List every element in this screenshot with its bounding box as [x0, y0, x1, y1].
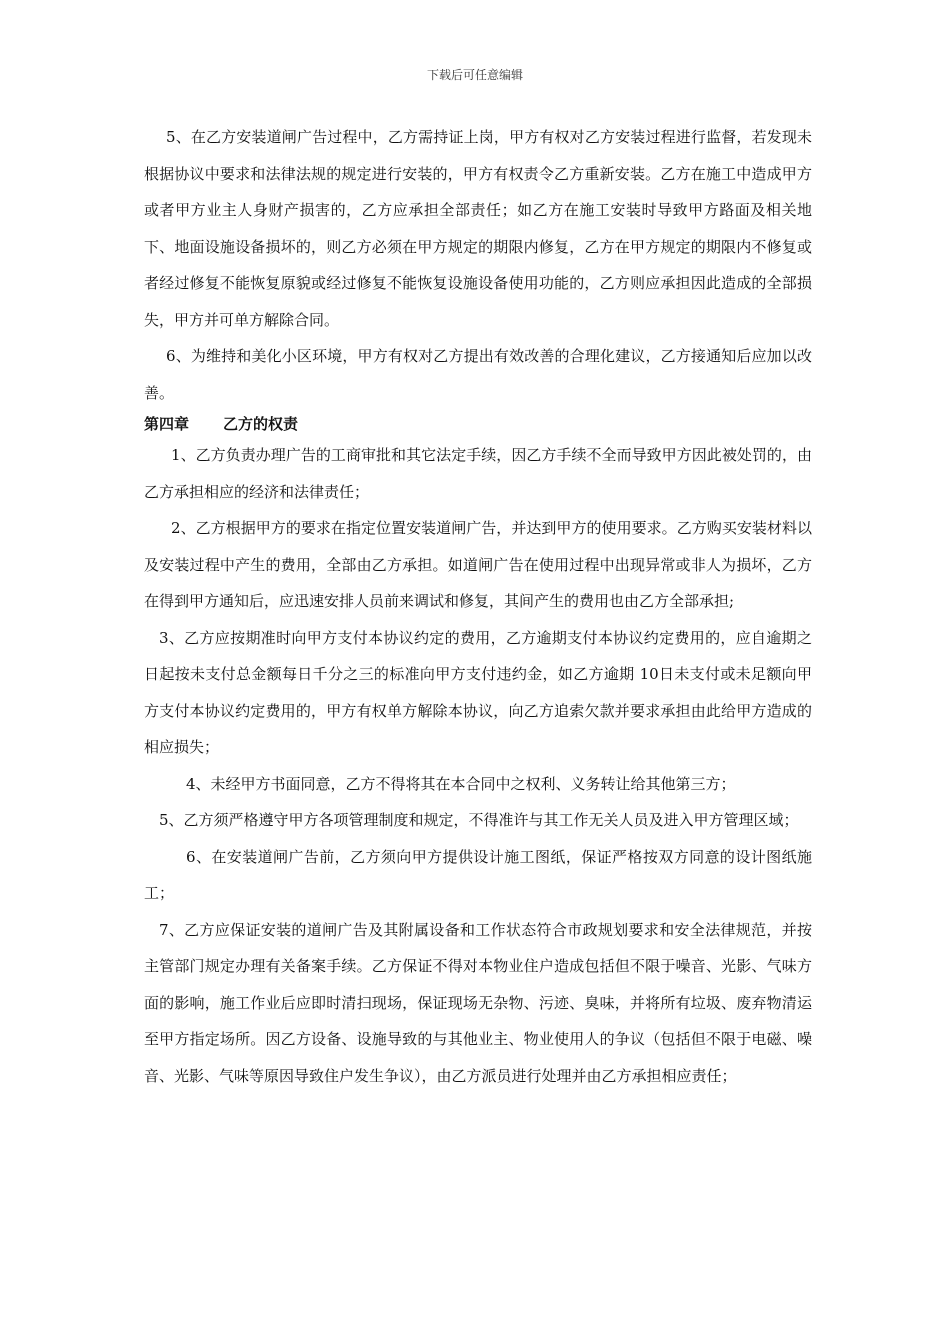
duty-item-2: 2、乙方根据甲方的要求在指定位置安装道闸广告，并达到甲方的使用要求。乙方购买安装材料以及安装过程中产生的费用，全部由乙方承担。如道闸广告在使用过程中出现异常或非人为损坏，乙方在得到甲方通知后，应迅速安排人员前来调试和修复，其间产生的费用也由乙方全部承担; [144, 519, 812, 610]
document-body [144, 119, 812, 1094]
chapter-title: 乙方的权责 [223, 415, 299, 433]
duty-item-3: 3、乙方应按期准时向甲方支付本协议约定的费用，乙方逾期支付本协议约定费用的，应自逾期之日起按未支付总金额每日千分之三的标准向甲方支付违约金，如乙方逾期 10日未支付或未足额向甲方支付本协议约定费用的，甲方有权单方解除本协议，向乙方追索欠款并要求承担由此给甲方造成的相应损失； [144, 628, 812, 756]
duty-item-4: 4、未经甲方书面同意，乙方不得将其在本合同中之权利、义务转让给其他第三方； [186, 774, 736, 793]
duty-item-6: 6、在安装道闸广告前，乙方须向甲方提供设计施工图纸，保证严格按双方同意的设计图纸施工； [144, 847, 812, 902]
clause-5: 5、在乙方安装道闸广告过程中，乙方需持证上岗，甲方有权对乙方安装过程进行监督，若发现未根据协议中要求和法律法规的规定进行安装的，甲方有权责令乙方重新安装。乙方在施工中造成甲方或者甲方业主人身财产损害的，乙方应承担全部责任；如乙方在施工安装时导致甲方路面及相关地下、地面设施设备损坏的，则乙方必须在甲方规定的期限内修复，乙方在甲方规定的期限内不修复或者经过修复不能恢复原貌或经过修复不能恢复设施设备使用功能的，乙方则应承担因此造成的全部损失，甲方并可单方解除合同。 [144, 128, 812, 329]
duty-item-7: 7、乙方应保证安装的道闸广告及其附属设备和工作状态符合市政规划要求和安全法律规范，并按主管部门规定办理有关备案手续。乙方保证不得对本物业住户造成包括但不限于噪音、光影、气味方面的影响，施工作业后应即时清扫现场，保证现场无杂物、污迹、臭味，并将所有垃圾、废弃物清运至甲方指定场所。因乙方设备、设施导致的与其他业主、物业使用人的争议（包括但不限于电磁、噪音、光影、气味等原因导致住户发生争议），由乙方派员进行处理并由乙方承担相应责任； [144, 920, 812, 1085]
duty-item-5: 5、乙方须严格遵守甲方各项管理制度和规定，不得准许与其工作无关人员及进入甲方管理区域； [159, 811, 799, 829]
clause-6: 6、为维持和美化小区环境，甲方有权对乙方提出有效改善的合理化建议，乙方接通知后应加以改善。 [144, 347, 812, 402]
page-header: 下载后可任意编辑 [426, 68, 523, 82]
chapter-heading [144, 411, 812, 437]
duty-item-1: 1、乙方负责办理广告的工商审批和其它法定手续，因乙方手续不全而导致甲方因此被处罚的，由乙方承担相应的经济和法律责任； [144, 446, 812, 501]
chapter-number: 第四章 [144, 415, 190, 433]
